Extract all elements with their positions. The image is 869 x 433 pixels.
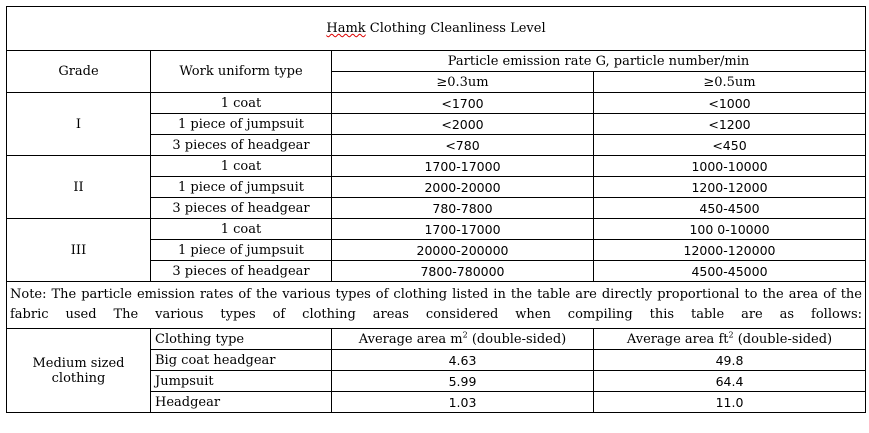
rate-03-cell: 1700-17000 xyxy=(332,156,594,177)
title-row xyxy=(7,7,866,51)
size-05-header: ≥0.5um xyxy=(594,72,866,93)
table-row xyxy=(7,93,866,114)
rate-03-cell: <780 xyxy=(332,135,594,156)
title-spellcheck-word: Hamk xyxy=(326,21,366,36)
uniform-type-header: Work uniform type xyxy=(151,51,332,93)
rate-03-cell: <1700 xyxy=(332,93,594,114)
emission-rate-header: Particle emission rate G, particle number/min xyxy=(332,51,866,72)
area-m2-sup: 2 xyxy=(462,330,468,340)
uniform-type-cell: 1 piece of jumpsuit xyxy=(151,114,332,135)
table-row xyxy=(7,156,866,177)
area-m2-cell: 5.99 xyxy=(332,371,594,392)
rate-05-cell: <450 xyxy=(594,135,866,156)
rate-05-cell: <1000 xyxy=(594,93,866,114)
clothing-type-cell: Headgear xyxy=(151,392,332,413)
area-ft2-cell: 49.8 xyxy=(594,350,866,371)
uniform-type-cell: 3 pieces of headgear xyxy=(151,261,332,282)
area-m2-header xyxy=(332,329,594,350)
rate-03-cell: 7800-780000 xyxy=(332,261,594,282)
rate-05-cell: 1000-10000 xyxy=(594,156,866,177)
rate-03-cell: 2000-20000 xyxy=(332,177,594,198)
area-ft2-cell: 64.4 xyxy=(594,371,866,392)
area-ft2-label: Average area ft xyxy=(626,331,729,347)
rate-05-cell: 450-4500 xyxy=(594,198,866,219)
clothing-group-line-1: Medium sized xyxy=(32,355,125,371)
area-ft2-header xyxy=(594,329,866,350)
area-ft2-sup: 2 xyxy=(728,330,734,340)
rate-05-cell: 4500-45000 xyxy=(594,261,866,282)
rate-03-cell: <2000 xyxy=(332,114,594,135)
clothing-group-line-2: clothing xyxy=(51,370,106,386)
rate-03-cell: 20000-200000 xyxy=(332,240,594,261)
grade-header: Grade xyxy=(7,51,151,93)
uniform-type-cell: 1 coat xyxy=(151,219,332,240)
area-ft2-note: (double-sided) xyxy=(733,331,833,347)
area-header-row xyxy=(7,329,866,350)
clothing-type-cell: Big coat headgear xyxy=(151,350,332,371)
area-m2-cell: 1.03 xyxy=(332,392,594,413)
clothing-type-cell: Jumpsuit xyxy=(151,371,332,392)
rate-05-cell: 100 0-10000 xyxy=(594,219,866,240)
uniform-type-cell: 3 pieces of headgear xyxy=(151,198,332,219)
note-text: Note: The particle emission rates of the various types of clothing listed in the table are directly proportional to the area of the fabric used The various types of clothing areas considered when compiling this table are as follows: xyxy=(7,282,866,329)
rate-05-cell: <1200 xyxy=(594,114,866,135)
header-row-1 xyxy=(7,51,866,72)
cleanliness-table xyxy=(6,6,866,413)
rate-03-cell: 1700-17000 xyxy=(332,219,594,240)
area-m2-cell: 4.63 xyxy=(332,350,594,371)
grade-label: II xyxy=(7,156,151,219)
rate-05-cell: 1200-12000 xyxy=(594,177,866,198)
table-title xyxy=(7,7,866,51)
area-m2-note: (double-sided) xyxy=(467,331,567,347)
note-row xyxy=(7,282,866,329)
clothing-group-label xyxy=(7,329,151,413)
rate-03-cell: 780-7800 xyxy=(332,198,594,219)
uniform-type-cell: 1 piece of jumpsuit xyxy=(151,240,332,261)
grade-label: I xyxy=(7,93,151,156)
grade-label: III xyxy=(7,219,151,282)
table-row xyxy=(7,219,866,240)
title-text: Clothing Cleanliness Level xyxy=(365,21,546,36)
uniform-type-cell: 1 coat xyxy=(151,156,332,177)
area-ft2-cell: 11.0 xyxy=(594,392,866,413)
rate-05-cell: 12000-120000 xyxy=(594,240,866,261)
uniform-type-cell: 1 coat xyxy=(151,93,332,114)
uniform-type-cell: 3 pieces of headgear xyxy=(151,135,332,156)
size-03-header: ≥0.3um xyxy=(332,72,594,93)
uniform-type-cell: 1 piece of jumpsuit xyxy=(151,177,332,198)
clothing-type-header: Clothing type xyxy=(151,329,332,350)
area-m2-label: Average area m xyxy=(358,331,463,347)
